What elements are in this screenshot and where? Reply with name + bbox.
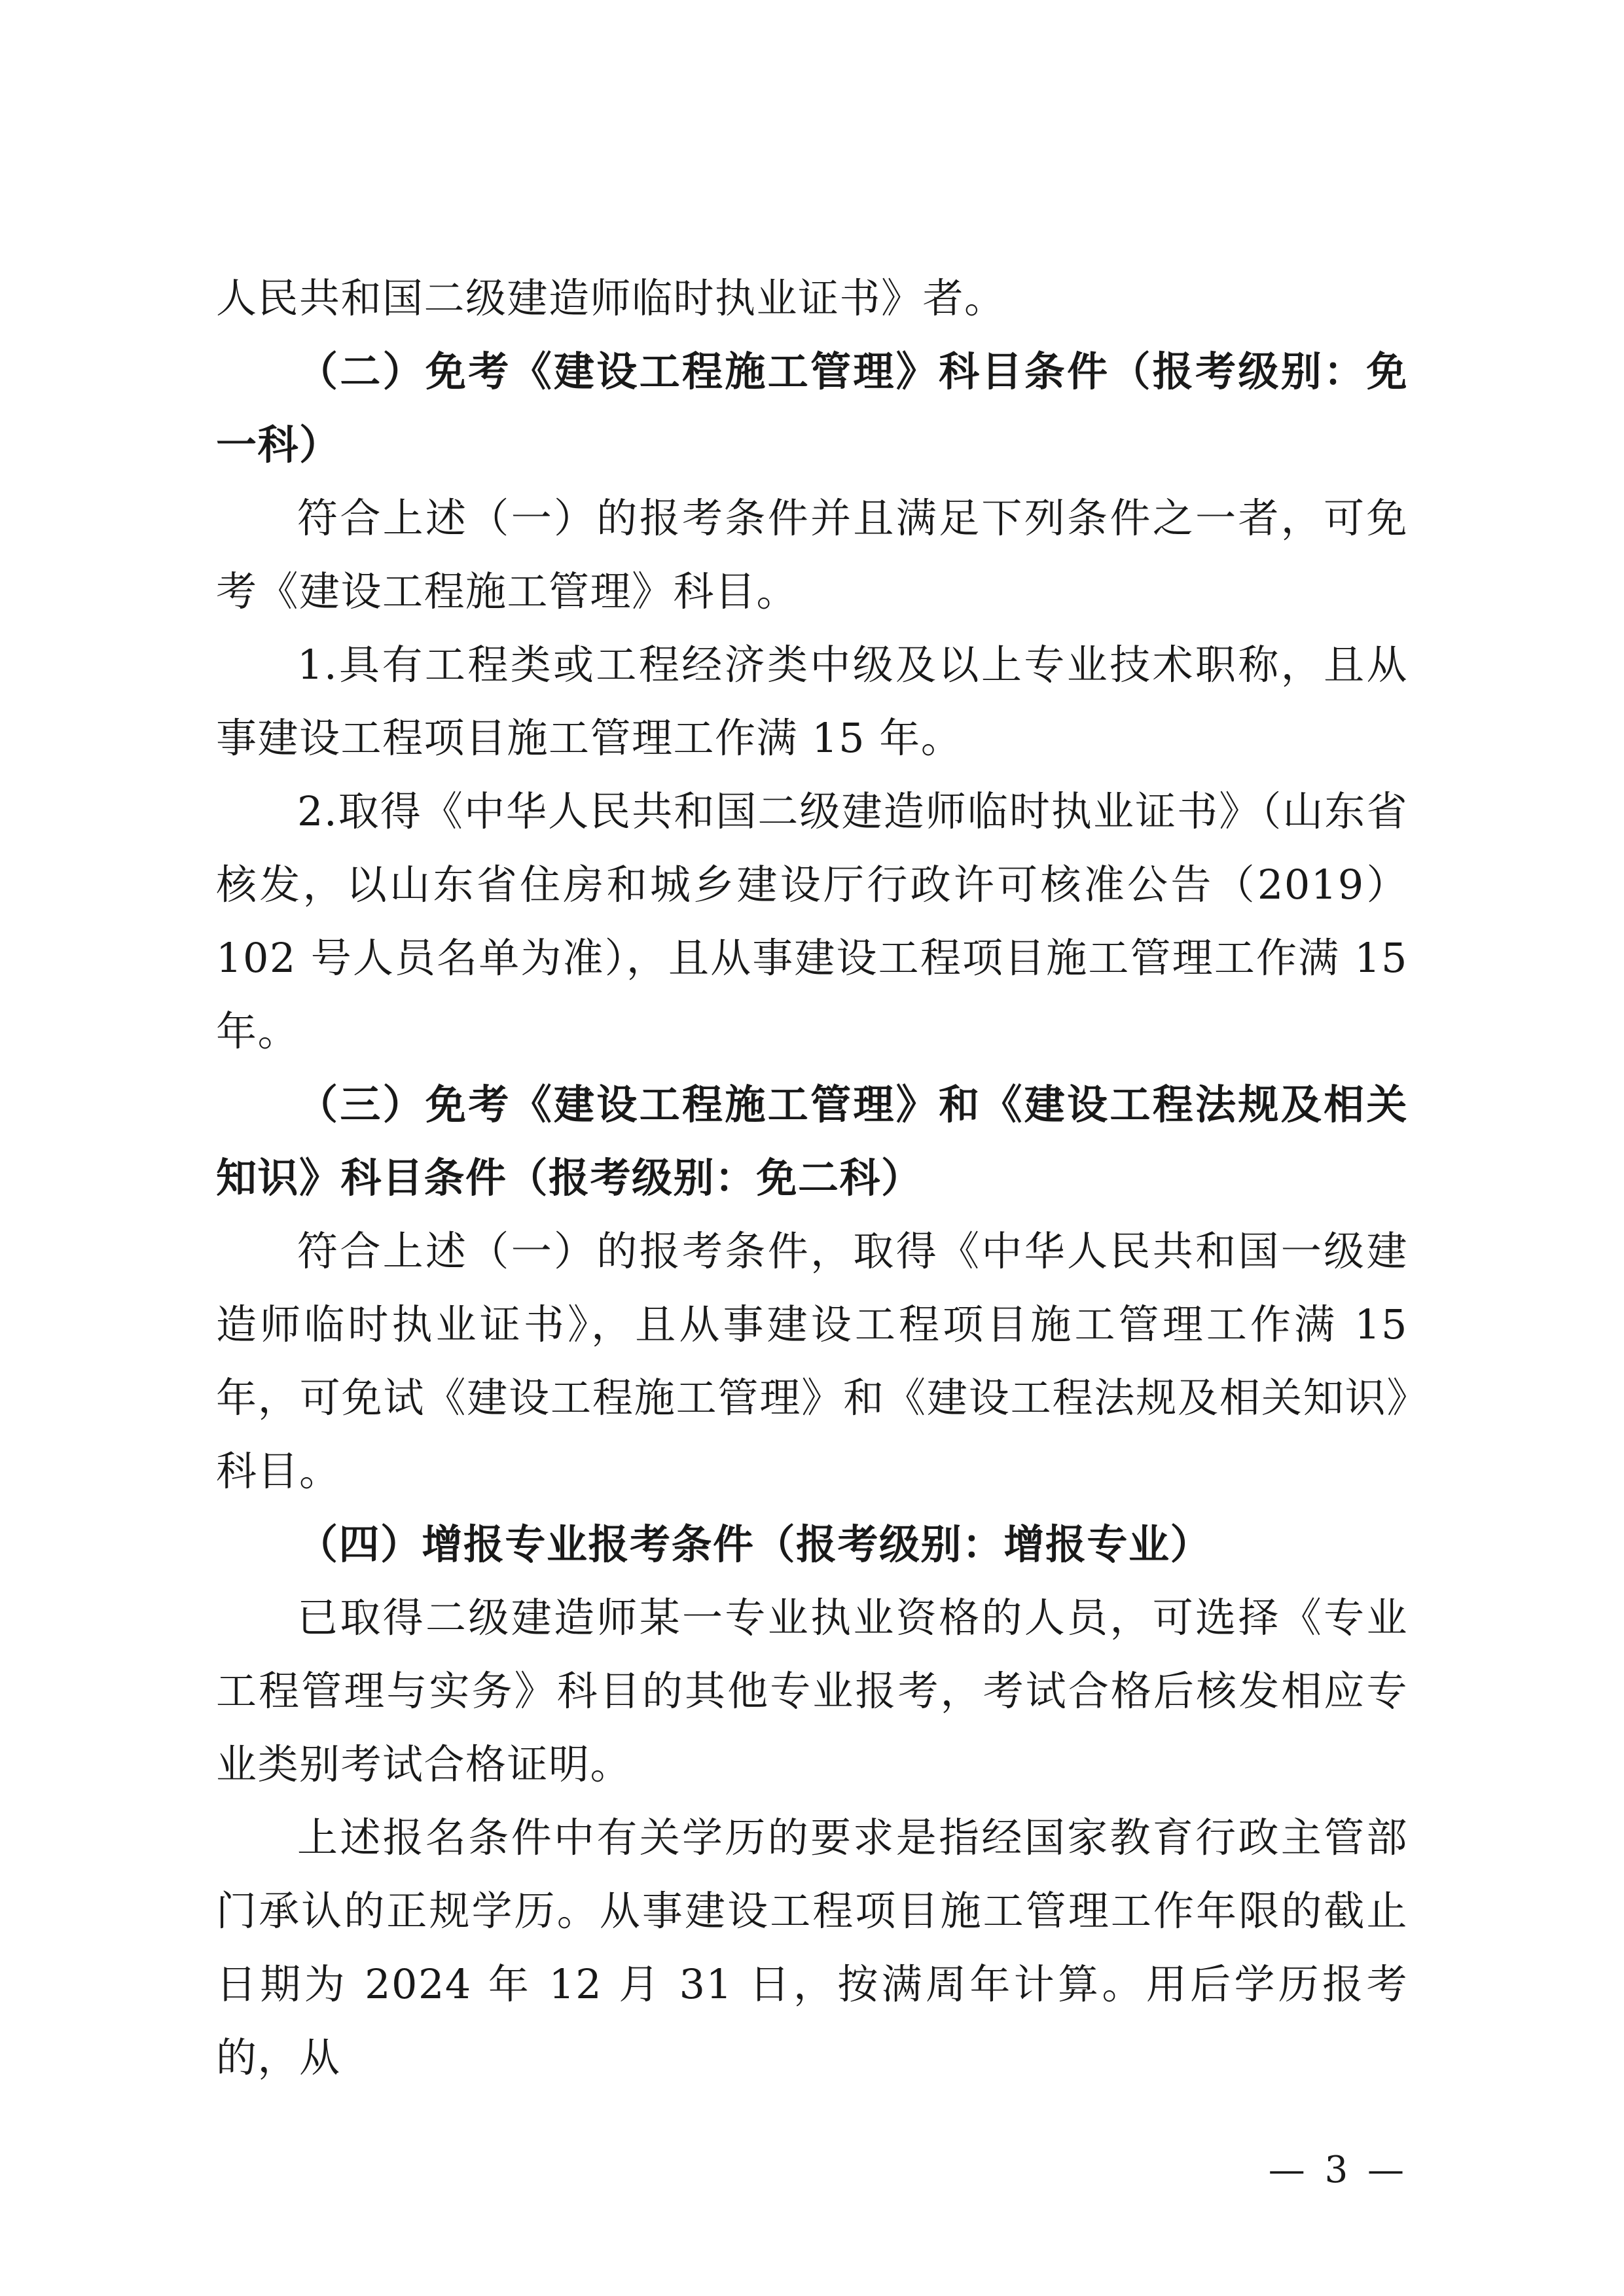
paragraph-education-requirements: 上述报名条件中有关学历的要求是指经国家教育行政主管部门承认的正规学历。从事建设工程项目施工管理工作年限的截止日期为 2024 年 12 月 31 日，按满周年计算。用后学历报考的，从 [216, 1814, 1408, 2081]
section-heading-three: （三）免考《建设工程施工管理》和《建设工程法规及相关知识》科目条件（报考级别：免二科） [216, 1081, 1408, 1202]
section-heading-two: （二）免考《建设工程施工管理》科目条件（报考级别：免一科） [216, 348, 1408, 469]
paragraph-exemption-one-intro: 符合上述（一）的报考条件并且满足下列条件之一者，可免考《建设工程施工管理》科目。 [216, 494, 1408, 615]
paragraph-additional-major: 已取得二级建造师某一专业执业资格的人员，可选择《专业工程管理与实务》科目的其他专业报考，考试合格后核发相应专业类别考试合格证明。 [216, 1594, 1408, 1788]
paragraph-condition-2: 2.取得《中华人民共和国二级建造师临时执业证书》（山东省核发，以山东省住房和城乡建设厅行政许可核准公告（2019）102 号人员名单为准），且从事建设工程项目施工管理工作满 15 年。 [216, 787, 1408, 1055]
paragraph-continuation: 人民共和国二级建造师临时执业证书》者。 [216, 274, 1006, 322]
section-heading-four: （四）增报专业报考条件（报考级别：增报专业） [297, 1520, 1212, 1568]
page-number: — 3 — [1268, 2149, 1408, 2191]
document-body [216, 262, 1408, 2094]
paragraph-exemption-two-intro: 符合上述（一）的报考条件，取得《中华人民共和国一级建造师临时执业证书》，且从事建设工程项目施工管理工作满 15 年，可免试《建设工程施工管理》和《建设工程法规及相关知识》科目。 [216, 1227, 1408, 1495]
paragraph-condition-1: 1.具有工程类或工程经济类中级及以上专业技术职称，且从事建设工程项目施工管理工作满 15 年。 [216, 641, 1408, 762]
